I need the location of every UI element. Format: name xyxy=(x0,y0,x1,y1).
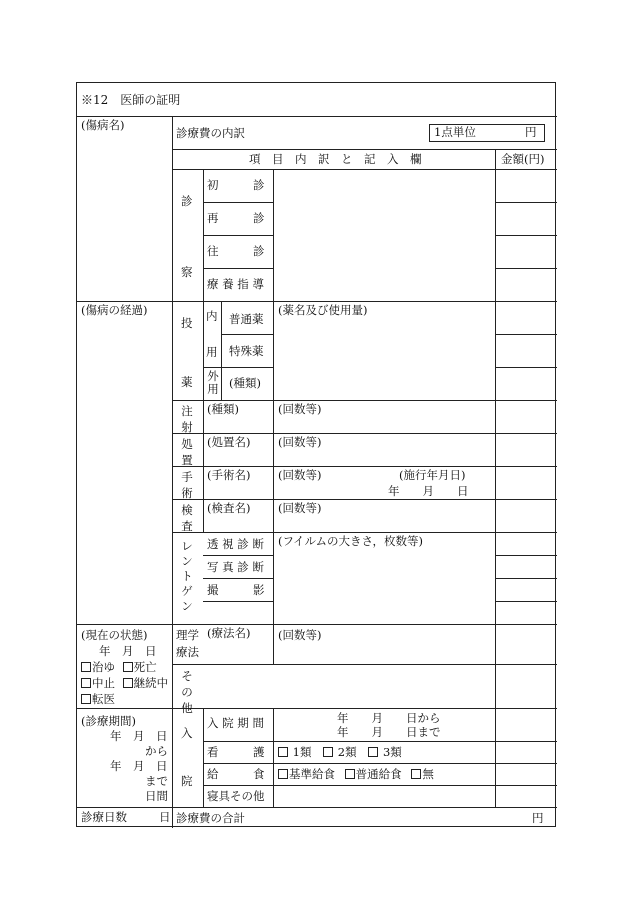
ryoyo-shido-label: 療 養 指 導 xyxy=(207,277,264,291)
line-h xyxy=(495,202,557,203)
line-h xyxy=(203,555,273,556)
line-h xyxy=(173,169,557,170)
line-h xyxy=(173,149,557,150)
line-v xyxy=(273,624,274,664)
line-h xyxy=(203,785,557,786)
ryoho-name: (療法名) xyxy=(207,626,251,640)
line-h xyxy=(495,367,557,368)
drug-name-label: (薬名及び使用量) xyxy=(278,303,368,317)
line-v xyxy=(172,116,173,828)
satsuei-label: 撮 影 xyxy=(207,583,265,597)
nyuin-label-top: 入 xyxy=(181,726,193,740)
checkbox[interactable] xyxy=(278,769,288,779)
meal-options: 基準給食 普通給食 無 xyxy=(278,768,434,781)
line-v xyxy=(273,708,274,807)
period-made: まで xyxy=(145,774,168,788)
shujutsu-label: 手術 xyxy=(181,470,193,500)
checkbox[interactable] xyxy=(123,678,133,688)
shochi-count: (回数等) xyxy=(278,435,322,449)
line-h xyxy=(203,601,273,602)
checkbox[interactable] xyxy=(411,769,421,779)
injury-name-label: (傷病名) xyxy=(81,118,125,132)
line-h xyxy=(495,235,557,236)
kango-label: 看 護 xyxy=(207,745,265,759)
shingu-label: 寝具その他 xyxy=(207,789,265,803)
nyuin-kikan-label: 入 院 期 間 xyxy=(207,716,264,730)
shinsatsu-label-bottom: 察 xyxy=(181,265,193,279)
line-h xyxy=(203,763,557,764)
checkbox[interactable] xyxy=(123,662,133,672)
line-h xyxy=(77,624,557,625)
shinsatsu-label-top: 診 xyxy=(181,194,193,208)
checkbox[interactable] xyxy=(345,769,355,779)
shujutsu-name: (手術名) xyxy=(207,468,251,482)
line-h xyxy=(173,664,557,665)
shashin-label: 写 真 診 断 xyxy=(207,560,264,574)
line-h xyxy=(77,708,557,709)
shoshin-label: 初 診 xyxy=(207,178,265,192)
course-label: (傷病の経過) xyxy=(81,303,148,317)
line-h xyxy=(173,532,557,533)
medical-certificate-form xyxy=(76,82,556,827)
nyuin-label-bottom: 院 xyxy=(181,774,193,788)
rigaku-label-top: 理学 xyxy=(176,628,199,642)
kango-options: 1類 2類 3類 xyxy=(278,746,402,759)
period-kara: から xyxy=(145,744,168,758)
line-h xyxy=(495,601,557,602)
period-days: 日間 xyxy=(145,789,168,803)
line-h xyxy=(495,334,557,335)
checkbox[interactable] xyxy=(81,662,91,672)
kyushoku-label: 給 食 xyxy=(207,767,265,781)
line-h xyxy=(173,499,557,500)
xray-label: レントゲン xyxy=(181,539,193,613)
shochi-name: (処置名) xyxy=(207,435,251,449)
saishin-label: 再 診 xyxy=(207,211,265,225)
line-h xyxy=(495,555,557,556)
period-ymd2: 年 月 日 xyxy=(110,759,168,773)
surgery-date-label: (施行年月日) xyxy=(399,468,466,482)
kensa-label: 検査 xyxy=(181,503,193,533)
amount-header: 金額(円) xyxy=(501,152,545,166)
oushin-label: 往 診 xyxy=(207,244,265,258)
checkbox[interactable] xyxy=(81,694,91,704)
chusha-count: (回数等) xyxy=(278,402,322,416)
toshi-label: 透 視 診 断 xyxy=(207,537,264,551)
fee-breakdown-label: 診療費の内訳 xyxy=(176,126,245,140)
current-ymd: 年 月 日 xyxy=(99,644,157,658)
line-h xyxy=(221,334,273,335)
line-h xyxy=(173,400,557,401)
chusha-label: 注射 xyxy=(181,404,193,434)
line-h xyxy=(203,741,557,742)
line-h xyxy=(77,807,557,808)
line-h xyxy=(495,268,557,269)
line-v xyxy=(221,301,222,400)
current-state-label: (現在の状態) xyxy=(81,628,148,642)
tokushuyaku-label: 特殊薬 xyxy=(229,344,264,358)
status-row2: 中止 継続中 xyxy=(81,677,168,690)
rigaku-label-bottom: 療法 xyxy=(176,645,199,659)
point-unit-yen: 円 xyxy=(525,125,537,139)
period-ymd1: 年 月 日 xyxy=(110,729,168,743)
line-h xyxy=(203,202,273,203)
items-header: 項 目 内 訳 と 記 入 欄 xyxy=(249,152,422,166)
checkbox[interactable] xyxy=(323,747,333,757)
line-h xyxy=(77,301,557,302)
period-label: (診療期間) xyxy=(81,714,136,728)
days-count-label: 診療日数 xyxy=(81,810,127,824)
status-row3: 転医 xyxy=(81,693,115,706)
shochi-label: 処置 xyxy=(181,437,193,467)
form-title: ※12 医師の証明 xyxy=(81,93,181,107)
point-unit-label: 1点単位 xyxy=(434,125,476,139)
surgery-ymd: 年 月 日 xyxy=(388,484,469,498)
total-label: 診療費の合計 xyxy=(176,811,245,825)
sonota-label: その他 xyxy=(181,669,193,715)
nyuin-from: 年 月 日から xyxy=(337,711,441,725)
kensa-name: (検査名) xyxy=(207,501,251,515)
nyuin-to: 年 月 日まで xyxy=(337,725,441,739)
toyaku-label-bottom: 薬 xyxy=(181,375,193,389)
film-label: (フイルムの大きさ，枚数等) xyxy=(278,534,424,548)
shujutsu-count: (回数等) xyxy=(278,468,322,482)
chusha-kind: (種類) xyxy=(207,402,239,416)
checkbox[interactable] xyxy=(368,747,378,757)
total-yen: 円 xyxy=(532,811,544,825)
line-h xyxy=(495,578,557,579)
toyaku-label-top: 投 xyxy=(181,316,193,330)
checkbox[interactable] xyxy=(278,747,288,757)
line-h xyxy=(203,235,273,236)
naiyo-label-top: 内 xyxy=(206,309,218,323)
futsuyaku-label: 普通薬 xyxy=(229,312,264,326)
days-unit: 日 xyxy=(159,810,171,824)
line-h xyxy=(173,466,557,467)
kensa-count: (回数等) xyxy=(278,501,322,515)
line-h xyxy=(203,578,273,579)
naiyo-label-bottom: 用 xyxy=(206,345,218,359)
status-row1: 治ゆ 死亡 xyxy=(81,661,157,674)
line-h xyxy=(77,116,557,117)
line-h xyxy=(203,268,273,269)
gaiyo-label: 外用 xyxy=(207,369,219,396)
kind-label: (種類) xyxy=(229,376,261,390)
line-v xyxy=(495,149,496,807)
line-h xyxy=(203,367,273,368)
line-h xyxy=(173,433,557,434)
line-v xyxy=(203,708,204,807)
checkbox[interactable] xyxy=(81,678,91,688)
line-v xyxy=(203,169,204,532)
line-v xyxy=(273,301,274,624)
ryoho-count: (回数等) xyxy=(278,628,322,642)
